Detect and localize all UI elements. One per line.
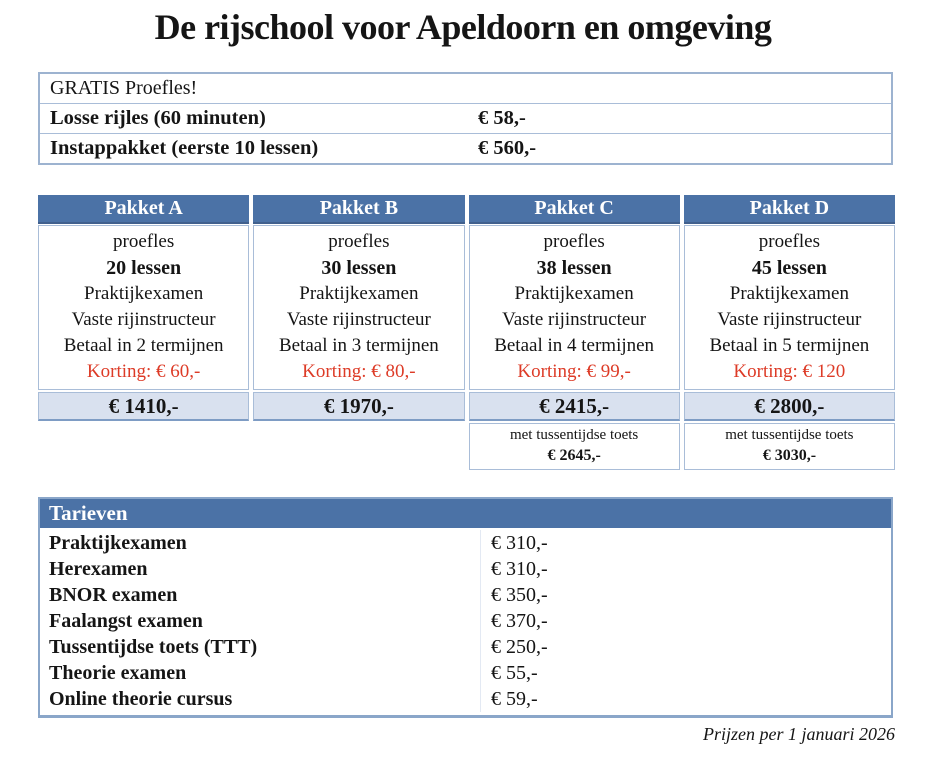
package-lessons: 45 lessen [751, 257, 827, 279]
tarieven-table [38, 497, 893, 718]
package-discount: Korting: € 80,- [302, 361, 416, 382]
package-details [684, 225, 895, 390]
tarieven-row-price: € 55,- [480, 660, 538, 686]
tarieven-row-label: Praktijkexamen [49, 532, 187, 554]
tarieven-row-label: BNOR examen [49, 584, 178, 606]
price-date-note: Prijzen per 1 januari 2026 [703, 724, 895, 744]
ttt-label: met tussentijdse toets [509, 427, 639, 443]
table-row [39, 104, 892, 134]
package-lessons: 30 lessen [321, 257, 397, 279]
package-installments: Betaal in 3 termijnen [278, 335, 439, 356]
tarieven-row-label: Faalangst examen [49, 610, 203, 632]
package-trial: proefles [758, 231, 820, 252]
package-column-a [38, 195, 249, 470]
intro-row-price [478, 73, 892, 104]
package-header: Pakket A [38, 195, 249, 224]
package-header: Pakket B [253, 195, 464, 224]
table-row [39, 134, 892, 165]
tarieven-row-price: € 310,- [480, 556, 548, 582]
package-header: Pakket C [469, 195, 680, 224]
package-discount: Korting: € 120 [733, 361, 846, 382]
tarieven-row-label: Tussentijdse toets (TTT) [49, 636, 258, 658]
tarieven-row-price: € 59,- [480, 686, 538, 712]
pricing-page [0, 6, 926, 758]
content-area [38, 72, 895, 718]
package-table [38, 195, 895, 470]
ttt-label: met tussentijdse toets [725, 427, 854, 443]
intro-price-table [38, 72, 893, 165]
package-installments: Betaal in 4 termijnen [494, 335, 655, 356]
package-ttt-option [684, 423, 895, 470]
ttt-price: € 2645,- [547, 447, 601, 464]
tarieven-row-label: Online theorie cursus [49, 688, 233, 710]
package-trial: proefles [328, 231, 390, 252]
package-price: € 2800,- [684, 392, 895, 421]
package-details [38, 225, 249, 390]
package-trial: proefles [543, 231, 605, 252]
table-row [40, 582, 891, 608]
package-details [469, 225, 680, 390]
package-instructor: Vaste rijinstructeur [286, 309, 431, 330]
table-row [40, 556, 891, 582]
package-exam: Praktijkexamen [299, 283, 419, 304]
package-discount: Korting: € 60,- [86, 361, 201, 382]
tarieven-header: Tarieven [40, 499, 891, 528]
package-lessons: 20 lessen [106, 257, 182, 279]
intro-row-label: Losse rijles (60 minuten) [39, 104, 478, 134]
package-installments: Betaal in 2 termijnen [63, 335, 224, 356]
package-column-b [253, 195, 464, 470]
tarieven-row-price: € 370,- [480, 608, 548, 634]
package-price: € 2415,- [469, 392, 680, 421]
table-row [40, 634, 891, 660]
table-row [40, 686, 891, 712]
tarieven-row-label: Theorie examen [49, 662, 187, 684]
package-lessons: 38 lessen [536, 257, 612, 279]
package-column-c [469, 195, 680, 470]
intro-row-price: € 560,- [478, 134, 892, 165]
package-column-d [684, 195, 895, 470]
tarieven-row-label: Herexamen [49, 558, 148, 580]
ttt-price: € 3030,- [762, 447, 817, 464]
package-instructor: Vaste rijinstructeur [717, 309, 862, 330]
page-title: De rijschool voor Apeldoorn en omgeving [154, 7, 772, 47]
table-row [40, 530, 891, 556]
package-price: € 1410,- [38, 392, 249, 421]
package-instructor: Vaste rijinstructeur [71, 309, 216, 330]
tarieven-body [40, 528, 891, 715]
package-instructor: Vaste rijinstructeur [502, 309, 647, 330]
tarieven-row-price: € 250,- [480, 634, 548, 660]
tarieven-row-price: € 310,- [480, 530, 548, 556]
intro-row-label: Instappakket (eerste 10 lessen) [39, 134, 478, 165]
tarieven-row-price: € 350,- [480, 582, 548, 608]
table-row [39, 73, 892, 104]
package-installments: Betaal in 5 termijnen [709, 335, 870, 356]
package-header: Pakket D [684, 195, 895, 224]
table-row [40, 660, 891, 686]
package-details [253, 225, 464, 390]
intro-row-price: € 58,- [478, 104, 892, 134]
package-discount: Korting: € 99,- [517, 361, 631, 382]
table-row [40, 608, 891, 634]
package-ttt-option [469, 423, 680, 470]
package-exam: Praktijkexamen [84, 283, 204, 304]
intro-row-label: GRATIS Proefles! [50, 77, 198, 99]
package-exam: Praktijkexamen [514, 283, 634, 304]
package-trial: proefles [113, 231, 175, 252]
package-exam: Praktijkexamen [729, 283, 849, 304]
package-price: € 1970,- [253, 392, 464, 421]
